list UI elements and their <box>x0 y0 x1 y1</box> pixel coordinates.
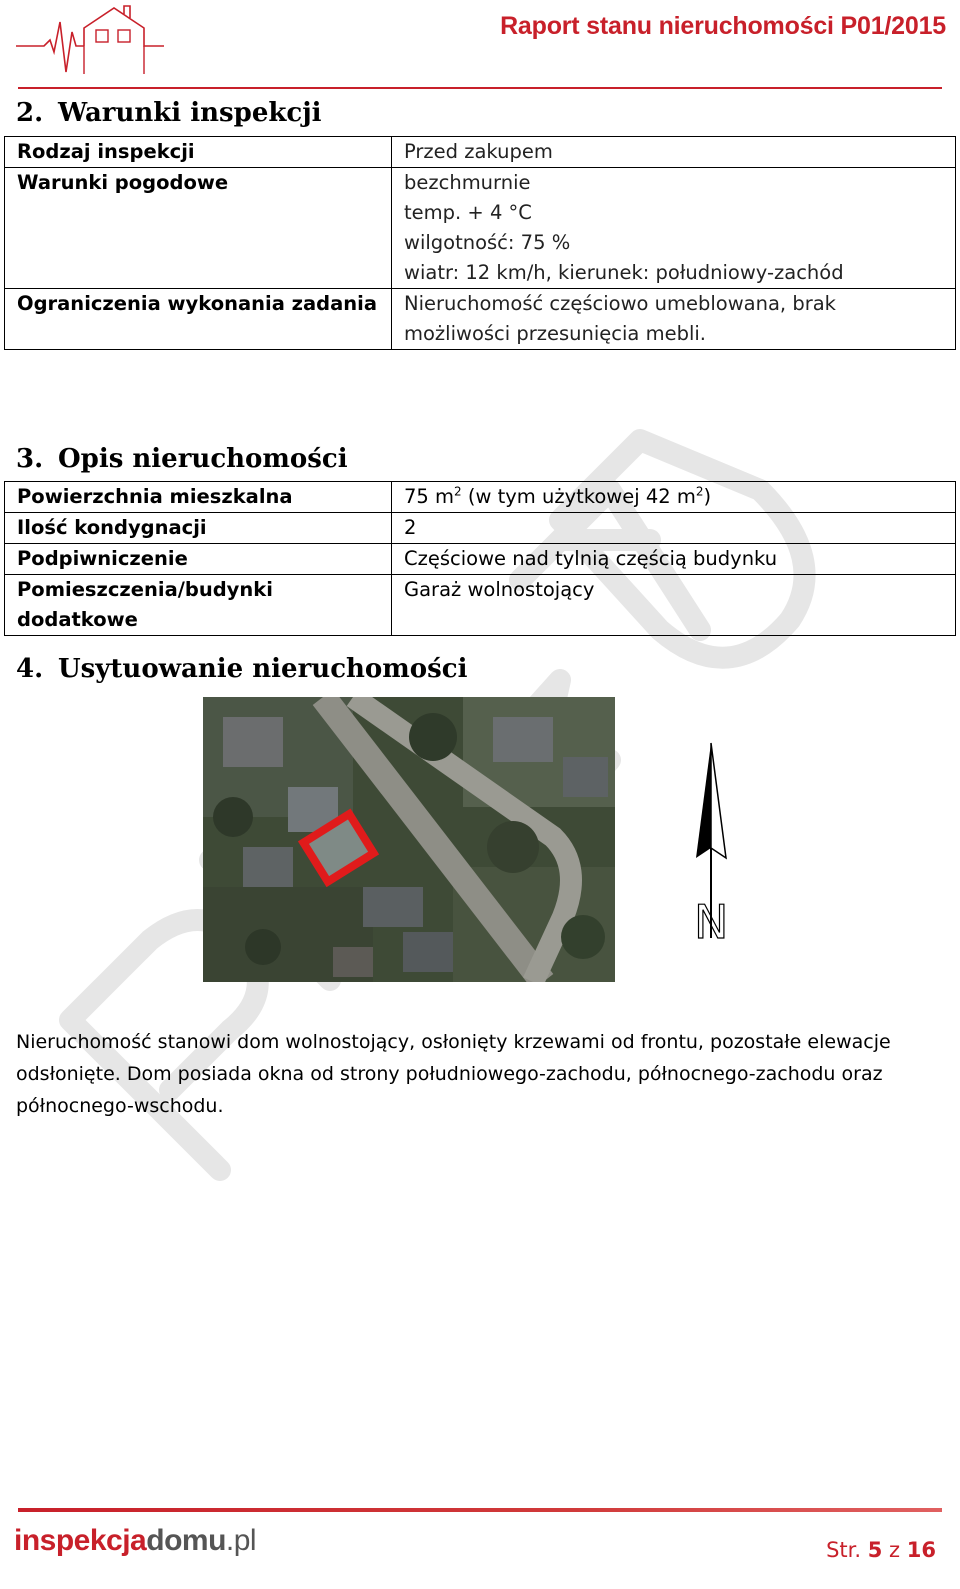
limitation-line: możliwości przesunięcia mebli. <box>404 322 706 345</box>
weather-line: bezchmurnie <box>404 171 531 194</box>
page-number <box>826 1538 936 1562</box>
table-row <box>5 544 956 575</box>
house-heartbeat-logo-icon <box>14 2 164 78</box>
logo-tld: .pl <box>225 1524 257 1557</box>
footer-logo <box>14 1524 256 1558</box>
superscript: 2 <box>454 484 462 499</box>
section-number: 4. <box>16 654 44 684</box>
table-row <box>5 575 956 636</box>
page-current: 5 <box>867 1538 883 1562</box>
area-value: 75 m <box>404 485 455 508</box>
row-value <box>392 289 956 350</box>
location-description <box>16 1026 916 1122</box>
north-label: N <box>694 895 729 948</box>
row-value: 2 <box>392 513 956 544</box>
section-2-heading <box>16 98 322 128</box>
logo-red-part: inspekcja <box>14 1524 147 1557</box>
logo-grey-part: domu <box>146 1524 226 1557</box>
header-divider <box>18 87 942 89</box>
section-number: 2. <box>16 98 44 128</box>
row-label: Podpiwniczenie <box>5 544 392 575</box>
section-number: 3. <box>16 444 44 474</box>
row-label: Ilość kondygnacji <box>5 513 392 544</box>
row-value: Częściowe nad tylnią częścią budynku <box>392 544 956 575</box>
closing-paren: ) <box>703 485 712 508</box>
row-label: Warunki pogodowe <box>5 168 392 289</box>
row-label: Rodzaj inspekcji <box>5 137 392 168</box>
table-row <box>5 137 956 168</box>
row-value: Przed zakupem <box>392 137 956 168</box>
row-value: Garaż wolnostojący <box>392 575 956 636</box>
row-value <box>392 168 956 289</box>
aerial-map-image <box>203 697 615 982</box>
section-title: Usytuowanie nieruchomości <box>58 654 468 684</box>
description-line: północnego-wschodu. <box>16 1095 224 1117</box>
superscript: 2 <box>695 484 704 499</box>
table-row <box>5 482 956 513</box>
section-3-heading <box>16 444 348 474</box>
table-row <box>5 513 956 544</box>
page-total: 16 <box>906 1538 936 1562</box>
weather-line: temp. + 4 °C <box>404 201 532 224</box>
property-description-table <box>4 481 956 636</box>
page-separator: z <box>889 1538 901 1562</box>
inspection-conditions-table <box>4 136 956 350</box>
row-label: Powierzchnia mieszkalna <box>5 482 392 513</box>
section-title: Warunki inspekcji <box>58 98 322 128</box>
page-prefix: Str. <box>826 1538 862 1562</box>
usable-area-value: (w tym użytkowej 42 m <box>461 485 696 508</box>
section-title: Opis nieruchomości <box>58 444 348 474</box>
row-label: Pomieszczenia/budynki dodatkowe <box>5 575 392 636</box>
table-row <box>5 168 956 289</box>
row-label: Ograniczenia wykonania zadania <box>5 289 392 350</box>
report-title: Raport stanu nieruchomości P01/2015 <box>500 12 946 40</box>
section-4-heading <box>16 654 467 684</box>
weather-line: wiatr: 12 km/h, kierunek: południowy-zachód <box>404 261 844 284</box>
limitation-line: Nieruchomość częściowo umeblowana, brak <box>404 292 836 315</box>
footer-divider <box>18 1508 942 1512</box>
description-line: Nieruchomość stanowi dom wolnostojący, osłonięty krzewami od frontu, pozostałe elewacje <box>16 1031 891 1053</box>
description-line: odsłonięte. Dom posiada okna od strony południowego-zachodu, północnego-zachodu oraz <box>16 1063 883 1085</box>
table-row <box>5 289 956 350</box>
north-arrow-icon <box>688 738 748 948</box>
row-value <box>392 482 956 513</box>
weather-line: wilgotność: 75 % <box>404 231 571 254</box>
